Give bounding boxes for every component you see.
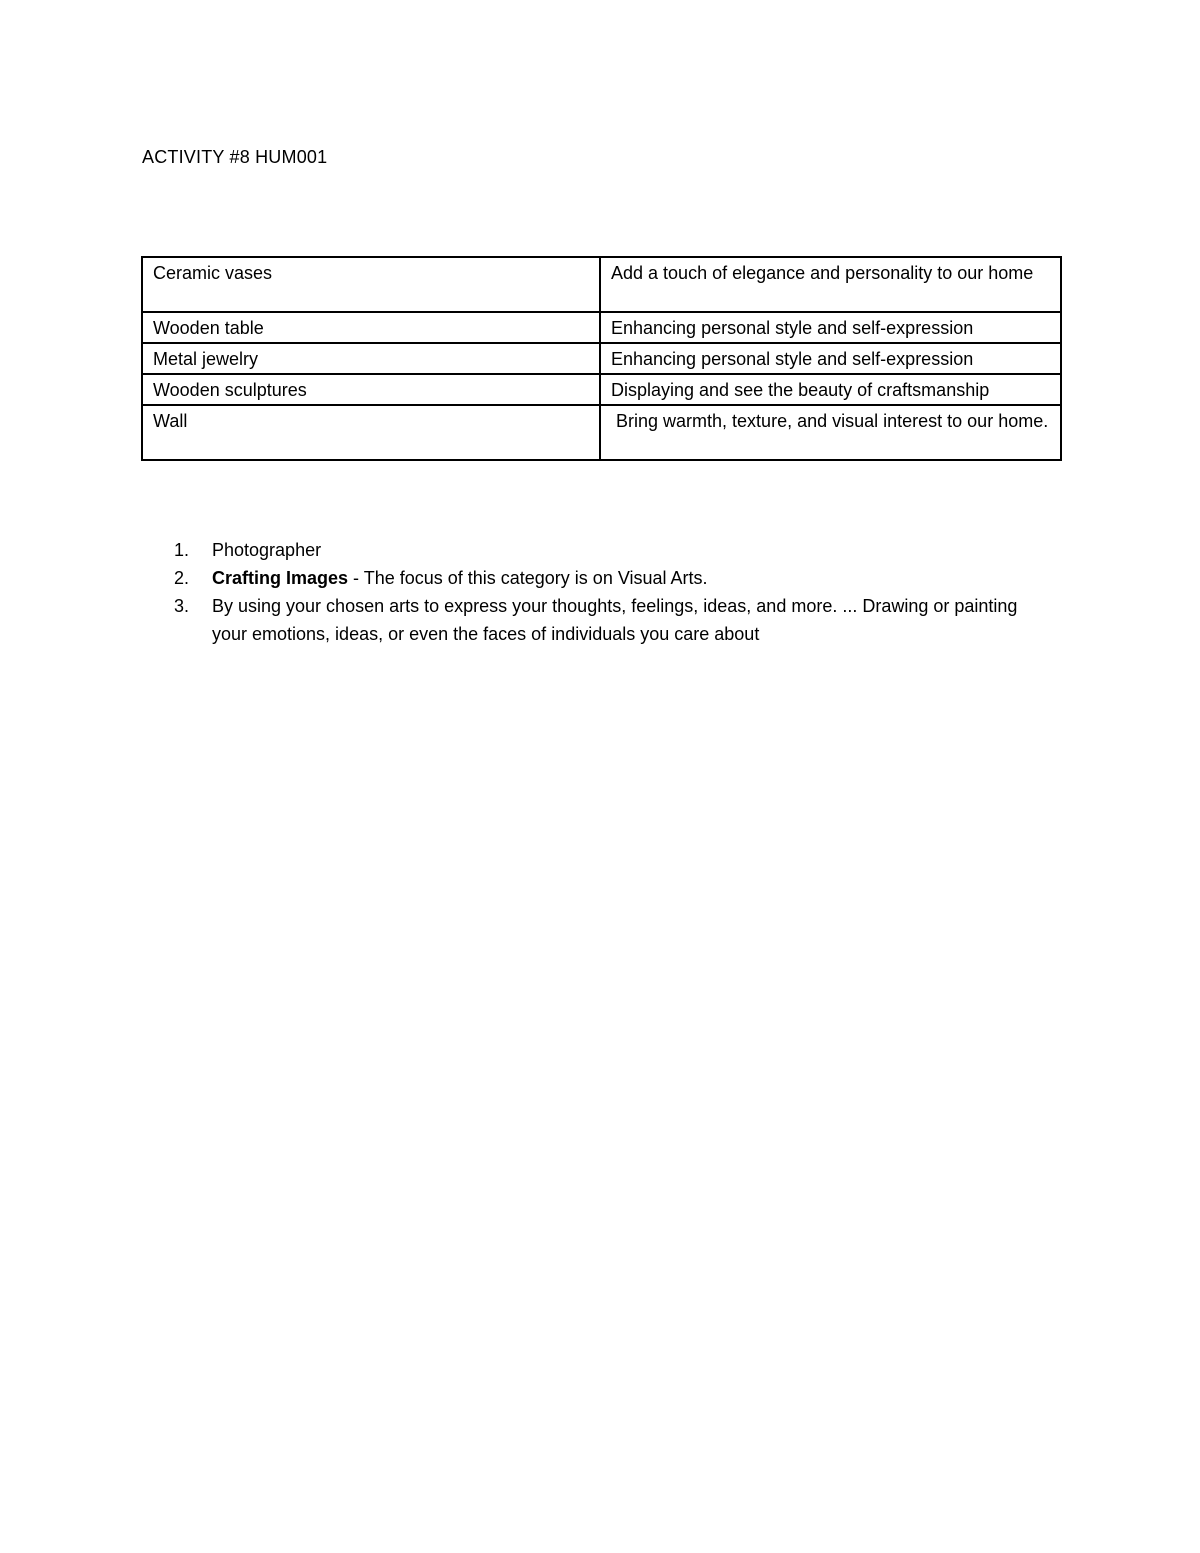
- answer-list: [160, 536, 1040, 648]
- answer-text: By using your chosen arts to express your thoughts, feelings, ideas, and more. ... Drawing or painting your emotions, ideas, or even the faces of individuals you care about: [212, 596, 1018, 644]
- answer-text: - The focus of this category is on Visual Arts.: [348, 568, 708, 588]
- list-item: [160, 564, 1040, 592]
- table-cell-purpose: Enhancing personal style and self-expression: [600, 343, 1061, 374]
- table-cell-purpose: Displaying and see the beauty of craftsmanship: [600, 374, 1061, 405]
- table-cell-item: Wooden table: [142, 312, 600, 343]
- table-row: [142, 343, 1061, 374]
- table-row: [142, 312, 1061, 343]
- table-cell-item: Ceramic vases: [142, 257, 600, 312]
- art-purpose-table: [141, 256, 1062, 461]
- answer-text: Photographer: [212, 540, 322, 560]
- table-cell-purpose: Bring warmth, texture, and visual interest to our home.: [600, 405, 1061, 460]
- answer-bold-term: Crafting Images: [212, 568, 349, 588]
- table-row: [142, 374, 1061, 405]
- list-number: 2.: [174, 568, 190, 588]
- list-item: [160, 592, 1040, 648]
- list-number: 3.: [174, 596, 190, 616]
- document-title: ACTIVITY #8 HUM001: [142, 147, 328, 167]
- table-cell-item: Metal jewelry: [142, 343, 600, 374]
- list-item: [160, 536, 1040, 564]
- table-row: [142, 257, 1061, 312]
- table-row: [142, 405, 1061, 460]
- list-number: 1.: [174, 540, 190, 560]
- table-cell-item: Wall: [142, 405, 600, 460]
- table-cell-item: Wooden sculptures: [142, 374, 600, 405]
- table-cell-purpose: Add a touch of elegance and personality to our home: [600, 257, 1061, 312]
- table-cell-purpose: Enhancing personal style and self-expression: [600, 312, 1061, 343]
